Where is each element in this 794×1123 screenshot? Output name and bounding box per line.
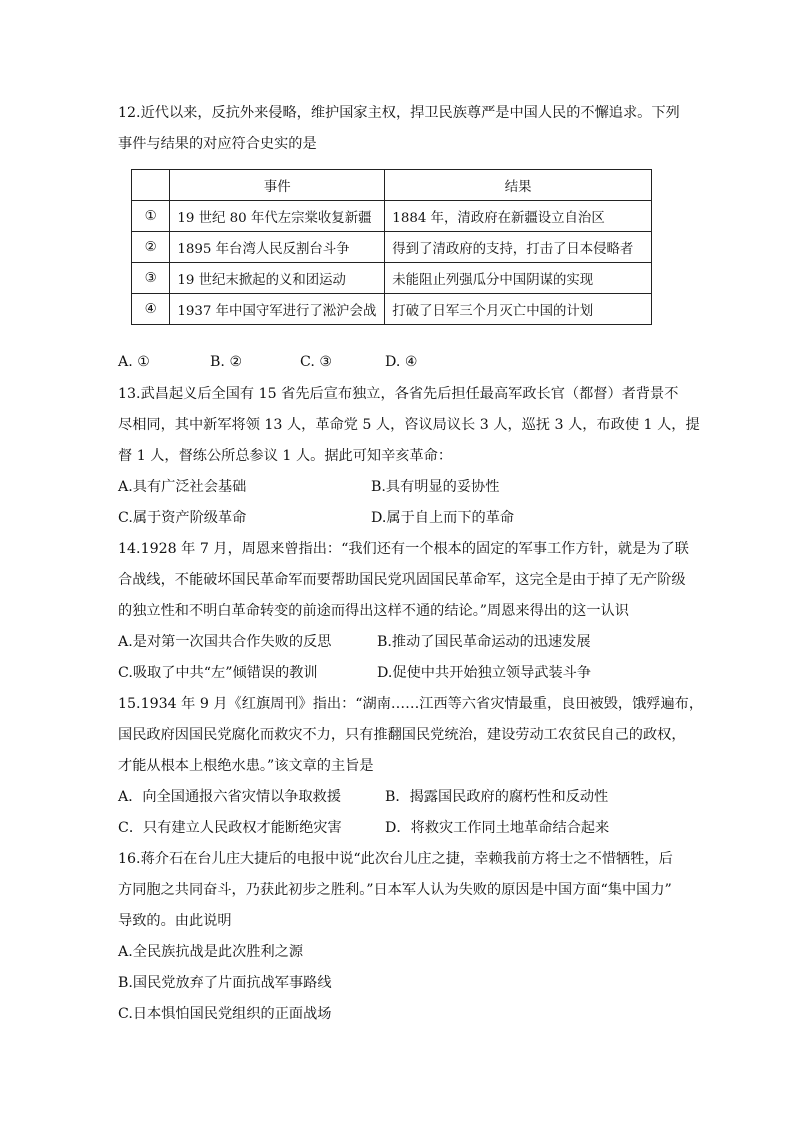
q13-option-c[interactable]: C.属于资产阶级革命 (118, 510, 247, 526)
q13-stem-line-3: 督 1 人，督练公所总参议 1 人。据此可知辛亥革命： (118, 448, 453, 464)
table-header-result: 结果 (385, 170, 652, 201)
row-number: ③ (132, 263, 170, 294)
table-row (132, 294, 652, 325)
q16-option-a[interactable]: A.全民族抗战是此次胜利之源 (118, 944, 304, 960)
q15-option-a[interactable]: A．向全国通报六省灾情以争取救援 (118, 789, 342, 805)
q12-option-a[interactable]: A. ① (118, 354, 150, 370)
q13-option-a[interactable]: A.具有广泛社会基础 (118, 479, 247, 495)
q12-option-b[interactable]: B. ② (210, 354, 243, 370)
q15-option-b[interactable]: B．揭露国民政府的腐朽性和反动性 (385, 789, 609, 805)
table-row (132, 263, 652, 294)
q14-option-c[interactable]: C.吸取了中共“左”倾错误的教训 (118, 665, 318, 681)
table-row (132, 232, 652, 263)
row-result: 1884 年，清政府在新疆设立自治区 (385, 201, 652, 232)
q15-stem-line-1: 15.1934 年 9 月《红旗周刊》指出：“湖南……江西等六省灾情最重，良田被毁，饿殍遍布， (118, 696, 704, 712)
q15-stem-line-3: 才能从根本上根绝水患。”该文章的主旨是 (118, 758, 374, 774)
q14-stem-line-2: 合战线，不能破坏国民革命军而要帮助国民党巩固国民革命军，这完全是由于掉了无产阶级 (118, 572, 686, 588)
table-row (132, 201, 652, 232)
q12-stem-line-1: 12.近代以来，反抗外来侵略，维护国家主权，捍卫民族尊严是中国人民的不懈追求。下列 (118, 105, 680, 121)
q15-option-d[interactable]: D．将救灾工作同土地革命结合起来 (385, 820, 610, 836)
q16-stem-line-1: 16.蒋介石在台儿庄大捷后的电报中说“此次台儿庄之捷，幸赖我前方将士之不惜牺牲，后 (118, 851, 673, 867)
q14-stem-line-3: 的独立性和不明白革命转变的前途而得出这样不通的结论。”周恩来得出的这一认识 (118, 603, 629, 619)
q14-option-d[interactable]: D.促使中共开始独立领导武装斗争 (377, 665, 592, 681)
table-header-empty (132, 170, 170, 201)
q16-option-b[interactable]: B.国民党放弃了片面抗战军事路线 (118, 975, 332, 991)
row-number: ① (132, 201, 170, 232)
q12-stem-line-2: 事件与结果的对应符合史实的是 (118, 136, 317, 152)
q16-stem-line-2: 方同胞之共同奋斗，乃获此初步之胜利。”日本军人认为失败的原因是中国方面“集中国力” (118, 882, 672, 898)
q15-option-c[interactable]: C．只有建立人民政权才能断绝灾害 (118, 820, 342, 836)
q14-option-b[interactable]: B.推动了国民革命运动的迅速发展 (377, 634, 591, 650)
row-number: ② (132, 232, 170, 263)
q16-option-c[interactable]: C.日本惧怕国民党组织的正面战场 (118, 1006, 332, 1022)
q13-option-d[interactable]: D.属于自上而下的革命 (371, 510, 515, 526)
q12-event-table (131, 169, 652, 325)
table-header-row (132, 170, 652, 201)
q14-stem-line-1: 14.1928 年 7 月，周恩来曾指出：“我们还有一个根本的固定的军事工作方针，就是为了联 (118, 541, 689, 557)
q12-option-c[interactable]: C. ③ (300, 354, 333, 370)
row-number: ④ (132, 294, 170, 325)
row-result: 未能阻止列强瓜分中国阴谋的实现 (385, 263, 652, 294)
row-event: 19 世纪末掀起的义和团运动 (170, 263, 385, 294)
row-result: 打破了日军三个月灭亡中国的计划 (385, 294, 652, 325)
row-event: 1937 年中国守军进行了淞沪会战 (170, 294, 385, 325)
q14-option-a[interactable]: A.是对第一次国共合作失败的反思 (118, 634, 332, 650)
q13-stem-line-1: 13.武昌起义后全国有 15 省先后宣布独立，各省先后担任最高军政长官（都督）者背景不 (118, 386, 679, 402)
q13-stem-line-2: 尽相同，其中新军将领 13 人，革命党 5 人，咨议局议长 3 人，巡抚 3 人，布政使 1 人，提 (118, 417, 700, 433)
row-event: 1895 年台湾人民反割台斗争 (170, 232, 385, 263)
q16-stem-line-3: 导致的。由此说明 (118, 913, 232, 929)
row-event: 19 世纪 80 年代左宗棠收复新疆 (170, 201, 385, 232)
q12-option-d[interactable]: D. ④ (385, 354, 418, 370)
row-result: 得到了清政府的支持，打击了日本侵略者 (385, 232, 652, 263)
table-header-event: 事件 (170, 170, 385, 201)
q15-stem-line-2: 国民政府因国民党腐化而救灾不力，只有推翻国民党统治，建设劳动工农贫民自己的政权， (118, 727, 686, 743)
q13-option-b[interactable]: B.具有明显的妥协性 (371, 479, 500, 495)
